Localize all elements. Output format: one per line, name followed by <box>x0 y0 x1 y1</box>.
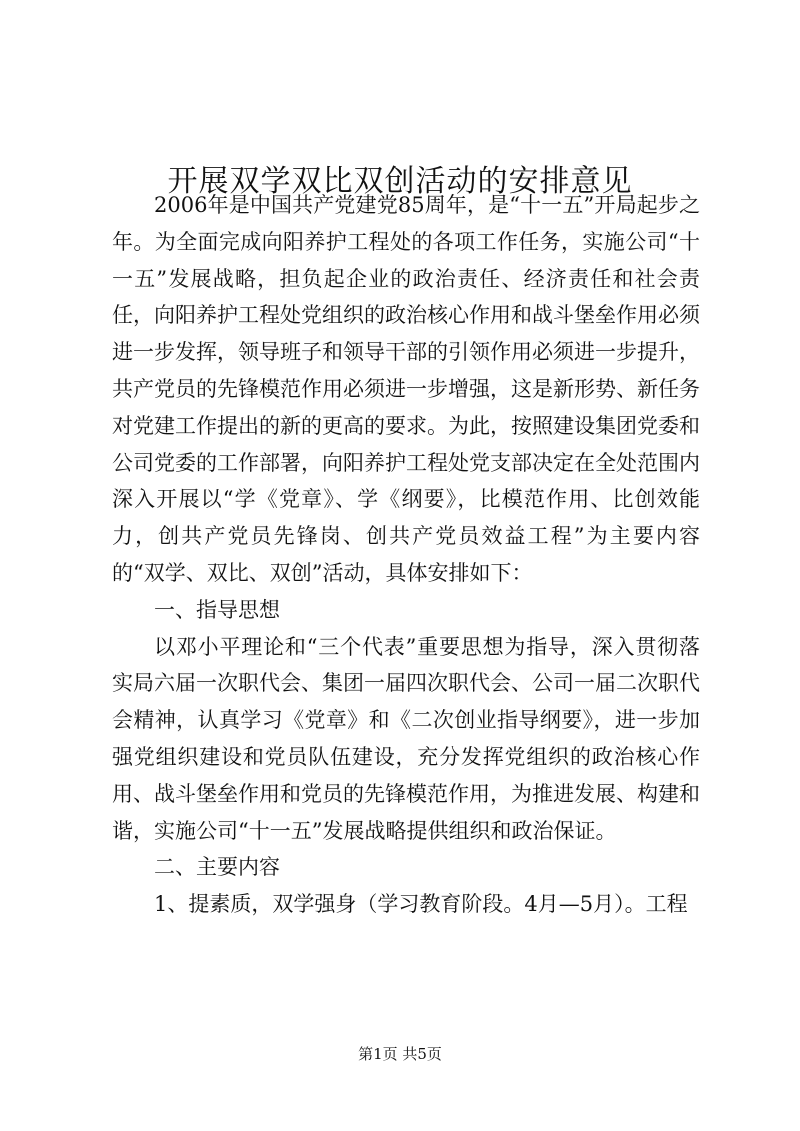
document-title: 开展双学双比双创活动的安排意见 <box>167 164 633 200</box>
page-footer: 第1页 共5页 <box>358 1045 442 1063</box>
section-heading-main-content: 二、主要内容 <box>154 855 280 880</box>
main-content-paragraph: 1、提素质，双学强身（学习教育阶段。4月—5月）。工程 <box>154 892 688 917</box>
guiding-ideology-paragraph: 以邓小平理论和“三个代表”重要思想为指导，深入贯彻落实局六届一次职代会、集团一届四次职代会、公司一届二次职代会精神，认真学习《党章》和《二次创业指导纲要》，进一步加强党组织建设和党员队伍建设，充分发挥党组织的政治核心作用、战斗堡垒作用和党员的先锋模范作用，为推进发展、构建和谐，实施公司“十一五”发展战略提供组织和政治保证。 <box>112 634 700 843</box>
document-body <box>112 187 700 923</box>
intro-paragraph: 2006年是中国共产党建党85周年，是“十一五”开局起步之年。为全面完成向阳养护工程处的各项工作任务，实施公司“十一五”发展战略，担负起企业的政治责任、经济责任和社会责任，向阳养护工程处党组织的政治核心作用和战斗堡垒作用必须进一步发挥，领导班子和领导干部的引领作用必须进一步提升，共产党员的先锋模范作用必须进一步增强，这是新形势、新任务对党建工作提出的新的更高的要求。为此，按照建设集团党委和公司党委的工作部署，向阳养护工程处党支部决定在全处范围内深入开展以“学《党章》、学《纲要》，比模范作用、比创效能力，创共产党员先锋岗、创共产党员效益工程”为主要内容的“双学、双比、双创”活动，具体安排如下： <box>112 193 700 585</box>
section-heading-guiding-ideology: 一、指导思想 <box>154 597 280 622</box>
